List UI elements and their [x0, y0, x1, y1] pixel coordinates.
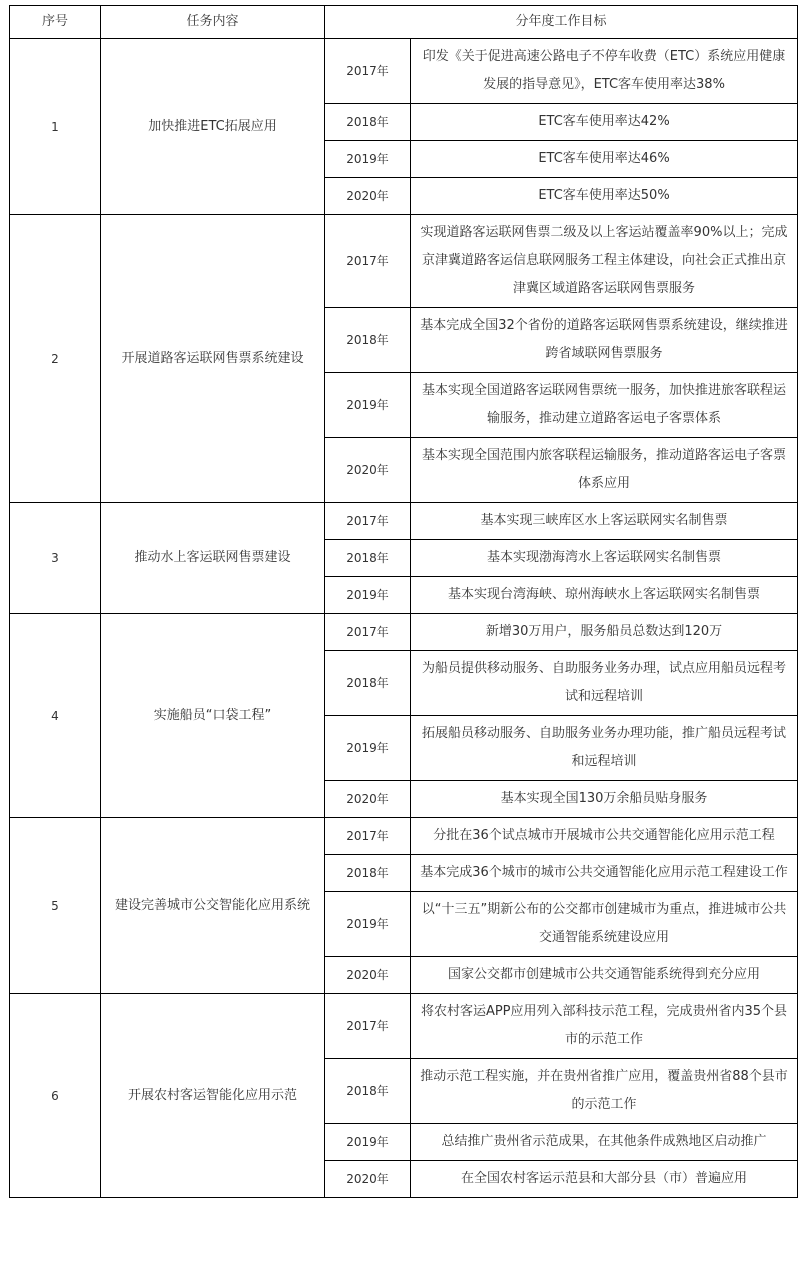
- task-content: 开展道路客运联网售票系统建设: [101, 215, 325, 503]
- task-content: 实施船员“口袋工程”: [101, 614, 325, 818]
- table-row: [10, 614, 798, 651]
- goal-cell: 实现道路客运联网售票二级及以上客运站覆盖率90%以上；完成京津冀道路客运信息联网服务工程主体建设，向社会正式推出京津冀区域道路客运联网售票服务: [411, 215, 798, 308]
- goal-cell: 基本实现台湾海峡、琼州海峡水上客运联网实名制售票: [411, 577, 798, 614]
- goal-cell: 总结推广贵州省示范成果，在其他条件成熟地区启动推广: [411, 1124, 798, 1161]
- year-cell: 2017年: [325, 994, 411, 1059]
- goal-cell: ETC客车使用率达50%: [411, 178, 798, 215]
- goal-cell: 基本实现三峡库区水上客运联网实名制售票: [411, 503, 798, 540]
- task-number: 4: [10, 614, 101, 818]
- task-number: 1: [10, 39, 101, 215]
- header-row: [10, 6, 798, 39]
- year-cell: 2019年: [325, 892, 411, 957]
- table-body: [10, 39, 798, 1198]
- year-cell: 2019年: [325, 141, 411, 178]
- table-row: [10, 818, 798, 855]
- year-cell: 2018年: [325, 308, 411, 373]
- goal-cell: 基本实现渤海湾水上客运联网实名制售票: [411, 540, 798, 577]
- header-goal: 分年度工作目标: [325, 6, 798, 39]
- goal-cell: ETC客车使用率达46%: [411, 141, 798, 178]
- task-content: 加快推进ETC拓展应用: [101, 39, 325, 215]
- table-row: [10, 503, 798, 540]
- year-cell: 2020年: [325, 781, 411, 818]
- year-cell: 2017年: [325, 39, 411, 104]
- year-cell: 2019年: [325, 1124, 411, 1161]
- goal-cell: 基本实现全国范围内旅客联程运输服务，推动道路客运电子客票体系应用: [411, 438, 798, 503]
- goal-cell: 为船员提供移动服务、自助服务业务办理，试点应用船员远程考试和远程培训: [411, 651, 798, 716]
- header-task: 任务内容: [101, 6, 325, 39]
- year-cell: 2018年: [325, 1059, 411, 1124]
- goal-cell: 以“十三五”期新公布的公交都市创建城市为重点，推进城市公共交通智能系统建设应用: [411, 892, 798, 957]
- year-cell: 2019年: [325, 716, 411, 781]
- task-number: 2: [10, 215, 101, 503]
- task-number: 3: [10, 503, 101, 614]
- year-cell: 2018年: [325, 104, 411, 141]
- goal-cell: 分批在36个试点城市开展城市公共交通智能化应用示范工程: [411, 818, 798, 855]
- goals-table: [9, 5, 798, 1198]
- year-cell: 2017年: [325, 503, 411, 540]
- goal-cell: 国家公交都市创建城市公共交通智能系统得到充分应用: [411, 957, 798, 994]
- year-cell: 2017年: [325, 614, 411, 651]
- task-content: 开展农村客运智能化应用示范: [101, 994, 325, 1198]
- goal-cell: 基本完成36个城市的城市公共交通智能化应用示范工程建设工作: [411, 855, 798, 892]
- goal-cell: 印发《关于促进高速公路电子不停车收费（ETC）系统应用健康发展的指导意见》，ETC客车使用率达38%: [411, 39, 798, 104]
- table-row: [10, 39, 798, 104]
- year-cell: 2018年: [325, 855, 411, 892]
- year-cell: 2018年: [325, 540, 411, 577]
- header-seq: 序号: [10, 6, 101, 39]
- year-cell: 2017年: [325, 215, 411, 308]
- year-cell: 2019年: [325, 577, 411, 614]
- goal-cell: ETC客车使用率达42%: [411, 104, 798, 141]
- goal-cell: 拓展船员移动服务、自助服务业务办理功能，推广船员远程考试和远程培训: [411, 716, 798, 781]
- year-cell: 2020年: [325, 1161, 411, 1198]
- task-content: 推动水上客运联网售票建设: [101, 503, 325, 614]
- goal-cell: 在全国农村客运示范县和大部分县（市）普遍应用: [411, 1161, 798, 1198]
- year-cell: 2020年: [325, 438, 411, 503]
- goal-cell: 将农村客运APP应用列入部科技示范工程，完成贵州省内35个县市的示范工作: [411, 994, 798, 1059]
- goal-cell: 推动示范工程实施，并在贵州省推广应用，覆盖贵州省88个县市的示范工作: [411, 1059, 798, 1124]
- table-row: [10, 994, 798, 1059]
- table-row: [10, 215, 798, 308]
- task-content: 建设完善城市公交智能化应用系统: [101, 818, 325, 994]
- year-cell: 2020年: [325, 957, 411, 994]
- goal-cell: 新增30万用户，服务船员总数达到120万: [411, 614, 798, 651]
- goal-cell: 基本实现全国道路客运联网售票统一服务，加快推进旅客联程运输服务，推动建立道路客运电子客票体系: [411, 373, 798, 438]
- task-number: 6: [10, 994, 101, 1198]
- year-cell: 2020年: [325, 178, 411, 215]
- goal-cell: 基本完成全国32个省份的道路客运联网售票系统建设，继续推进跨省域联网售票服务: [411, 308, 798, 373]
- task-number: 5: [10, 818, 101, 994]
- year-cell: 2018年: [325, 651, 411, 716]
- goal-cell: 基本实现全国130万余船员贴身服务: [411, 781, 798, 818]
- year-cell: 2019年: [325, 373, 411, 438]
- year-cell: 2017年: [325, 818, 411, 855]
